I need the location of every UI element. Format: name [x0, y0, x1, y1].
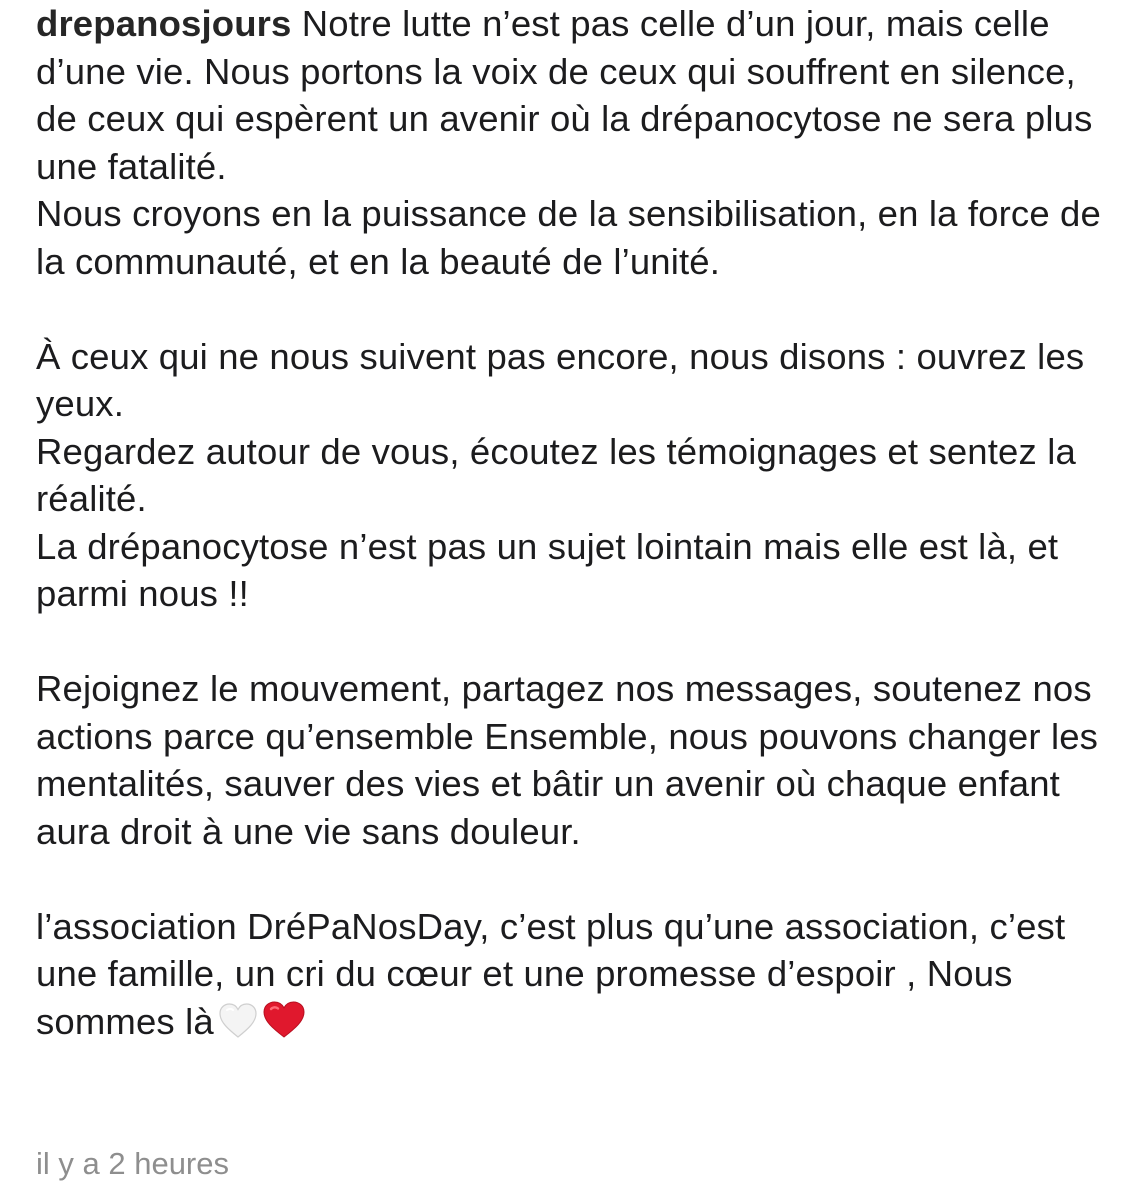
caption-paragraph-7: [36, 903, 1111, 1046]
caption-paragraph-6: Rejoignez le mouvement, partagez nos messages, soutenez nos actions parce qu’ensemble Ensemble, nous pouvons changer les mentalités, sauver des vies et bâtir un avenir où chaque enfant aura droit à une vie sans douleur.: [36, 668, 1099, 852]
caption-paragraph-2: Nous croyons en la puissance de la sensibilisation, en la force de la communauté, et en la beauté de l’unité.: [36, 193, 1101, 282]
post-timestamp: il y a 2 heures: [36, 1146, 229, 1181]
caption-text-7: l’association DréPaNosDay, c’est plus qu’une association, c’est une famille, un cri du cœur et une promesse d’espoir , Nous sommes là: [36, 905, 1066, 1042]
paragraph-spacer: [36, 618, 1111, 666]
caption-text-1: Notre lutte n’est pas celle d’un jour, mais celle d’une vie. Nous portons la voix de ceux qui souffrent en silence, de ceux qui espèrent un avenir où la drépanocytose ne sera plus une fatalité.: [36, 3, 1093, 187]
white-heart-icon: [218, 1002, 258, 1040]
caption-paragraph-5: La drépanocytose n’est pas un sujet lointain mais elle est là, et parmi nous !!: [36, 525, 1059, 614]
caption-paragraph-1: [36, 0, 1111, 190]
caption-paragraph-4: Regardez autour de vous, écoutez les témoignages et sentez la réalité.: [36, 430, 1076, 519]
paragraph-spacer: [36, 285, 1111, 333]
paragraph-spacer: [36, 855, 1111, 903]
username-link[interactable]: drepanosjours: [36, 3, 292, 44]
caption-paragraph-3: À ceux qui ne nous suivent pas encore, nous disons : ouvrez les yeux.: [36, 335, 1085, 424]
post-caption: [36, 0, 1111, 1045]
red-heart-icon: [262, 1000, 306, 1040]
